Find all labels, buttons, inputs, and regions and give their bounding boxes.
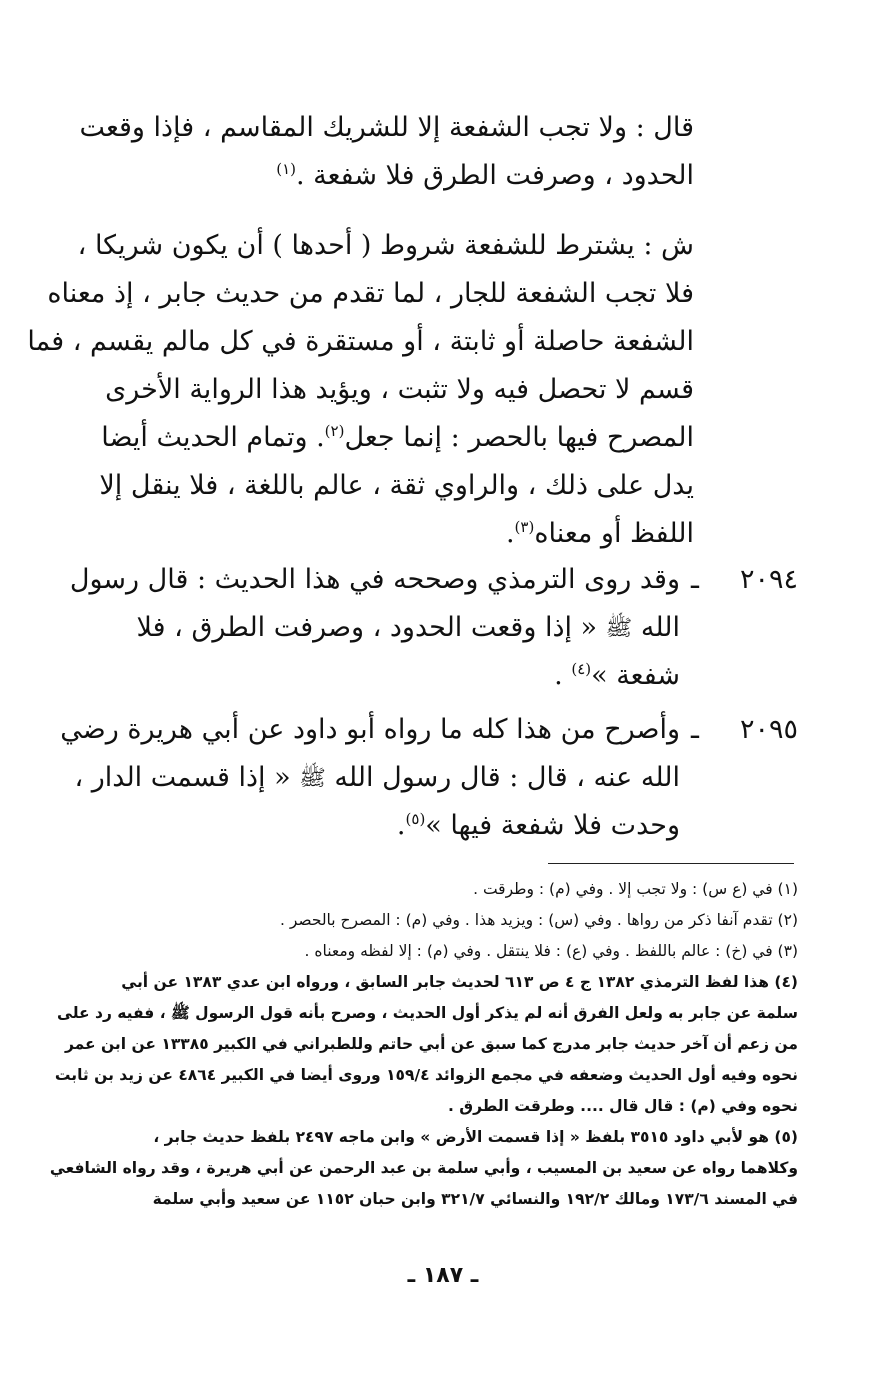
item-text: وقد روى الترمذي وصححه في هذا الحديث : قال رسول [69, 564, 680, 595]
item-text: وأصرح من هذا كله ما رواه أبو داود عن أبي هريرة رضي [60, 714, 680, 745]
footnotes [49, 874, 798, 1215]
footnote-5-line: وكلاهما رواه عن سعيد بن المسيب ، وأبي سلمة بن عبد الرحمن عن أبي هريرة ، وقد رواه الشافعي [49, 1159, 798, 1177]
item-line [74, 754, 798, 802]
item-text: . [554, 660, 563, 691]
commentary-line: يدل على ذلك ، والراوي ثقة ، عالم باللغة ، فلا ينقل إلا [99, 470, 694, 501]
commentary-paragraph [27, 222, 694, 558]
footnote-ref: (٣) [514, 518, 535, 536]
hadith-item-2095 [60, 706, 798, 850]
page-number: ـ ١٨٧ ـ [407, 1263, 479, 1288]
footnote-4-line: نحوه وفي (م) : قال قال .... وطرقت الطرق . [447, 1097, 798, 1115]
item-first-line [69, 556, 798, 604]
quote-line [122, 152, 694, 200]
item-dash: ـ [691, 714, 699, 745]
item-dash: ـ [691, 564, 699, 595]
salawat-ornament-icon: ﷺ [299, 765, 326, 791]
quote-line: قال : ولا تجب الشفعة إلا للشريك المقاسم ، فإذا وقعت [79, 112, 694, 143]
quote-text: الحدود ، وصرفت الطرق فلا شفعة . [296, 160, 694, 191]
salawat-ornament-icon: ﷺ [171, 1004, 190, 1022]
item-line [122, 652, 798, 700]
footnote-5-line: في المسند ١٧٣/٦ ومالك ١٩٢/٢ والنسائي ٣٢١/٧ وابن حبان ١١٥٢ عن سعيد وأبي سلمة [152, 1190, 798, 1208]
commentary-text: . وتمام الحديث أيضا [101, 422, 325, 453]
item-text: الله [640, 612, 680, 643]
footnote-3: (٣) في (خ) : عالم باللفظ . وفي (ع) : فلا ينتقل . وفي (م) : إلا لفظه ومعناه . [304, 942, 798, 960]
item-number: ٢٠٩٤ [739, 564, 798, 595]
item-text: شفعة » [591, 660, 680, 691]
footnote-5-line: (٥) هو لأبي داود ٣٥١٥ بلفظ « إذا قسمت الأرض » وابن ماجه ٢٤٩٧ بلفظ حديث جابر ، [153, 1128, 798, 1146]
footnote-4-line: من زعم أن آخر حديث جابر مدرج كما سبق عن أبي حاتم وللطبراني في الكبير ١٣٣٨٥ عن ابن عمر [64, 1035, 798, 1053]
item-text: . [396, 810, 406, 841]
hadith-item-2094 [69, 556, 798, 700]
commentary-line: فلا تجب الشفعة للجار ، لما تقدم من حديث جابر ، إذ معناه [47, 278, 694, 309]
commentary-line: ش : يشترط للشفعة شروط ( أحدها ) أن يكون شريكا ، [77, 230, 694, 261]
footnote-text: سلمة عن جابر به ولعل الفرق أنه لم يذكر أول الحديث ، وصرح بأنه قول الرسول [195, 1004, 798, 1022]
commentary-text: المصرح فيها بالحصر : إنما جعل [344, 422, 694, 453]
item-line [122, 802, 798, 850]
item-first-line [60, 706, 798, 754]
item-text: الله عنه ، قال : قال رسول الله [334, 762, 680, 793]
footnote-ref: (٥) [405, 810, 426, 828]
commentary-line: الشفعة حاصلة أو ثابتة ، أو مستقرة في كل مالم يقسم ، فما [27, 326, 694, 357]
item-line [122, 604, 798, 652]
quote-paragraph [79, 104, 694, 200]
commentary-text: . [505, 518, 515, 549]
footnote-ref: (٤) [571, 660, 592, 678]
footnote-4-line: (٤) هذا لفظ الترمذي ١٣٨٢ ج ٤ ص ٦١٣ لحديث جابر السابق ، ورواه ابن عدي ١٣٨٣ عن أبي [121, 973, 798, 991]
footnote-ref: (١) [276, 160, 296, 178]
item-text: « إذا قسمت الدار ، [74, 762, 291, 793]
footnote-2: (٢) تقدم آنفا ذكر من رواها . وفي (س) : ويزيد هذا . وفي (م) : المصرح بالحصر . [279, 911, 798, 929]
salawat-ornament-icon: ﷺ [605, 615, 633, 641]
footnote-4-line [57, 998, 798, 1029]
commentary-line [122, 510, 694, 558]
footnote-ref: (٢) [324, 422, 345, 440]
footnote-separator [548, 863, 794, 864]
commentary-line: قسم لا تحصل فيه ولا تثبت ، ويؤيد هذا الرواية الأخرى [105, 374, 694, 405]
item-text: وحدت فلا شفعة فيها » [425, 810, 680, 841]
commentary-line [101, 414, 694, 462]
item-number: ٢٠٩٥ [739, 714, 798, 745]
item-text: « إذا وقعت الحدود ، وصرفت الطرق ، فلا [136, 612, 598, 643]
footnote-1: (١) في (ع س) : ولا تجب إلا . وفي (م) : وطرقت . [473, 880, 798, 898]
commentary-text: اللفظ أو معناه [534, 518, 694, 549]
footnote-4-line: نحوه وفيه أول الحديث وضعفه في مجمع الزوائد ١٥٩/٤ وروى أيضا في الكبير ٤٨٦٤ عن زيد بن ثابت [54, 1066, 798, 1084]
footnote-text: ، ففيه رد على [57, 1004, 166, 1022]
